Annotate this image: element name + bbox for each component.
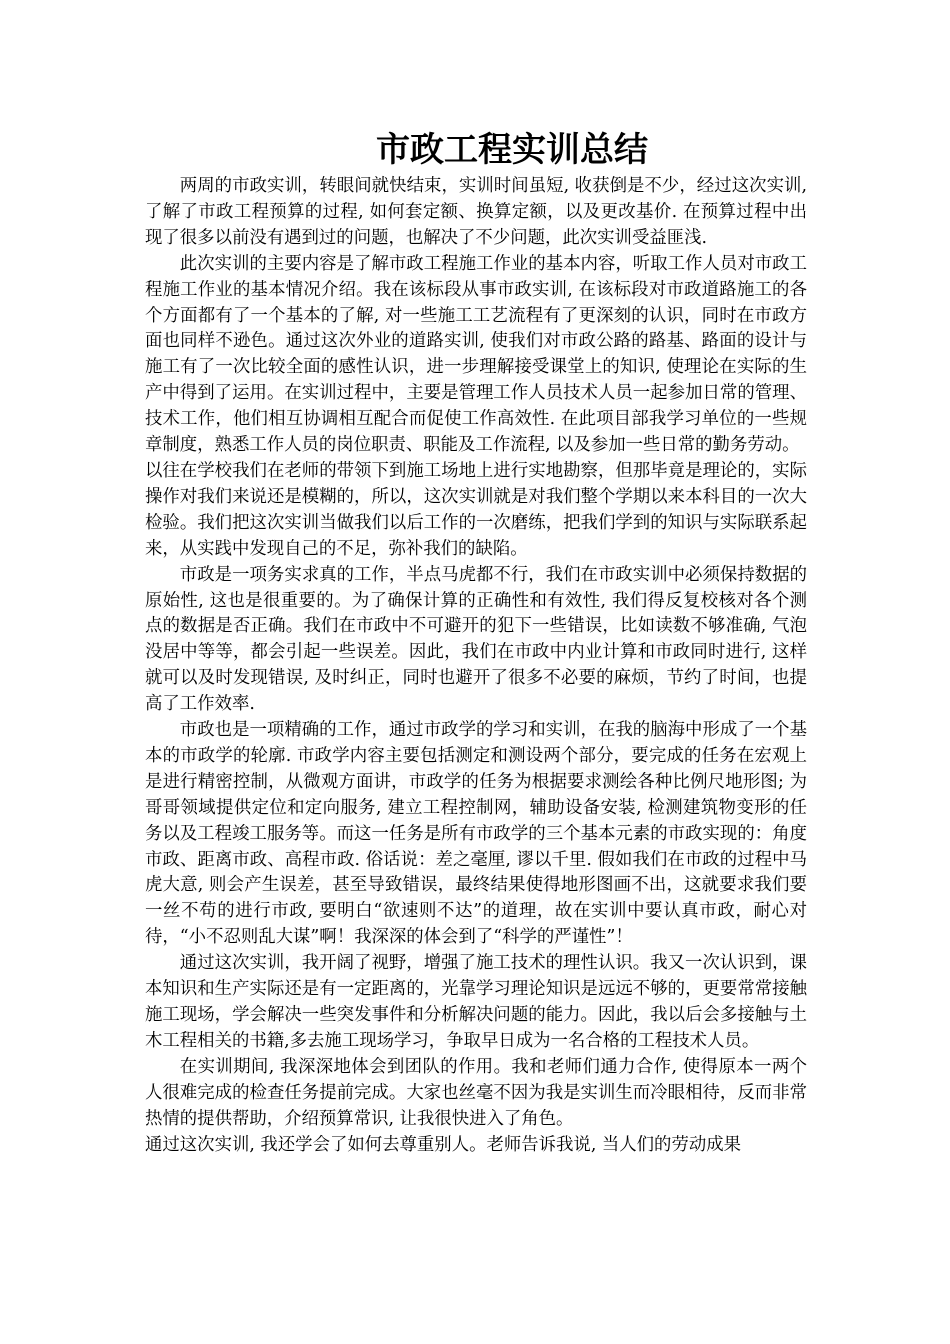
- document-body: [145, 174, 807, 1158]
- paragraph: 以往在学校我们在老师的带领下到施工场地上进行实地勘察，但那毕竟是理论的，实际操作对我们来说还是模糊的，所以，这次实训就是对我们整个学期以来本科目的一次大检验。我们把这次实训当做我们以后工作的一次磨练，把我们学到的知识与实际联系起来，从实践中发现自己的不足，弥补我们的缺陷。: [145, 460, 807, 559]
- paragraph: 市政也是一项精确的工作，通过市政学的学习和实训，在我的脑海中形成了一个基本的市政学的轮廓. 市政学内容主要包括测定和测设两个部分，要完成的任务在宏观上是进行精密控制，从微观方面讲，市政学的任务为根据要求测绘各种比例尺地形图; 为哥哥领域提供定位和定向服务, 建立工程控制网，辅助设备安装, 检测建筑物变形的任务以及工程竣工服务等。而这一任务是所有市政学的三个基本元素的市政实现的：角度市政、距离市政、高程市政. 俗话说：差之毫厘, 谬以千里. 假如我们在市政的过程中马虎大意, 则会产生误差，甚至导致错误，最终结果使得地形图画不出，这就要求我们要一丝不苟的进行市政, 要明白“欲速则不达”的道理，故在实训中要认真市政，耐心对待，“小不忍则乱大谋”啊！我深深的体会到了“科学的严谨性”！: [145, 720, 807, 948]
- paragraph: 两周的市政实训，转眼间就快结束，实训时间虽短, 收获倒是不少，经过这次实训, 了解了市政工程预算的过程, 如何套定额、换算定额，以及更改基价. 在预算过程中出现了很多以前没有遇到过的问题，也解决了不少问题，此次实训受益匪浅.: [145, 176, 807, 248]
- paragraph: 此次实训的主要内容是了解市政工程施工作业的基本内容，听取工作人员对市政工程施工作业的基本情况介绍。我在该标段从事市政实训, 在该标段对市政道路施工的各个方面都有了一个基本的了解, 对一些施工工艺流程有了更深刻的认识，同时在市政方面也同样不逊色。通过这次外业的道路实训, 使我们对市政公路的路基、路面的设计与施工有了一次比较全面的感性认识，进一步理解接受课堂上的知识, 使理论在实际的生产中得到了运用。在实训过程中，主要是管理工作人员技术人员一起参加日常的管理、技术工作，他们相互协调相互配合而促使工作高效性. 在此项目部我学习单位的一些规章制度，熟悉工作人员的岗位职责、职能及工作流程, 以及参加一些日常的勤务劳动。: [145, 253, 807, 456]
- paragraph: 在实训期间, 我深深地体会到团队的作用。我和老师们通力合作, 使得原本一两个人很难完成的检查任务提前完成。大家也丝毫不因为我是实训生而冷眼相待，反而非常热情的提供帮助，介绍预算常识, 让我很快进入了角色。: [145, 1056, 807, 1129]
- paragraph: 市政是一项务实求真的工作，半点马虎都不行，我们在市政实训中必须保持数据的原始性, 这也是很重要的。为了确保计算的正确性和有效性, 我们得反复校核对各个测点的数据是否正确。我们在市政中不可避开的犯下一些错误，比如读数不够准确, 气泡没居中等等，都会引起一些误差。因此，我们在市政中内业计算和市政同时进行, 这样就可以及时发现错误, 及时纠正，同时也避开了很多不必要的麻烦，节约了时间，也提高了工作效率.: [145, 564, 807, 715]
- paragraph: 通过这次实训, 我还学会了如何去尊重别人。老师告诉我说, 当人们的劳动成果: [145, 1134, 742, 1155]
- paragraph: 通过这次实训，我开阔了视野，增强了施工技术的理性认识。我又一次认识到，课本知识和生产实际还是有一定距离的，光靠学习理论知识是远远不够的，更要常常接触施工现场，学会解决一些突发事件和分析解决问题的能力。因此，我以后会多接触与土木工程相关的书籍,多去施工现场学习，争取早日成为一名合格的工程技术人员。: [145, 953, 807, 1051]
- document-title: 市政工程实训总结: [376, 130, 648, 170]
